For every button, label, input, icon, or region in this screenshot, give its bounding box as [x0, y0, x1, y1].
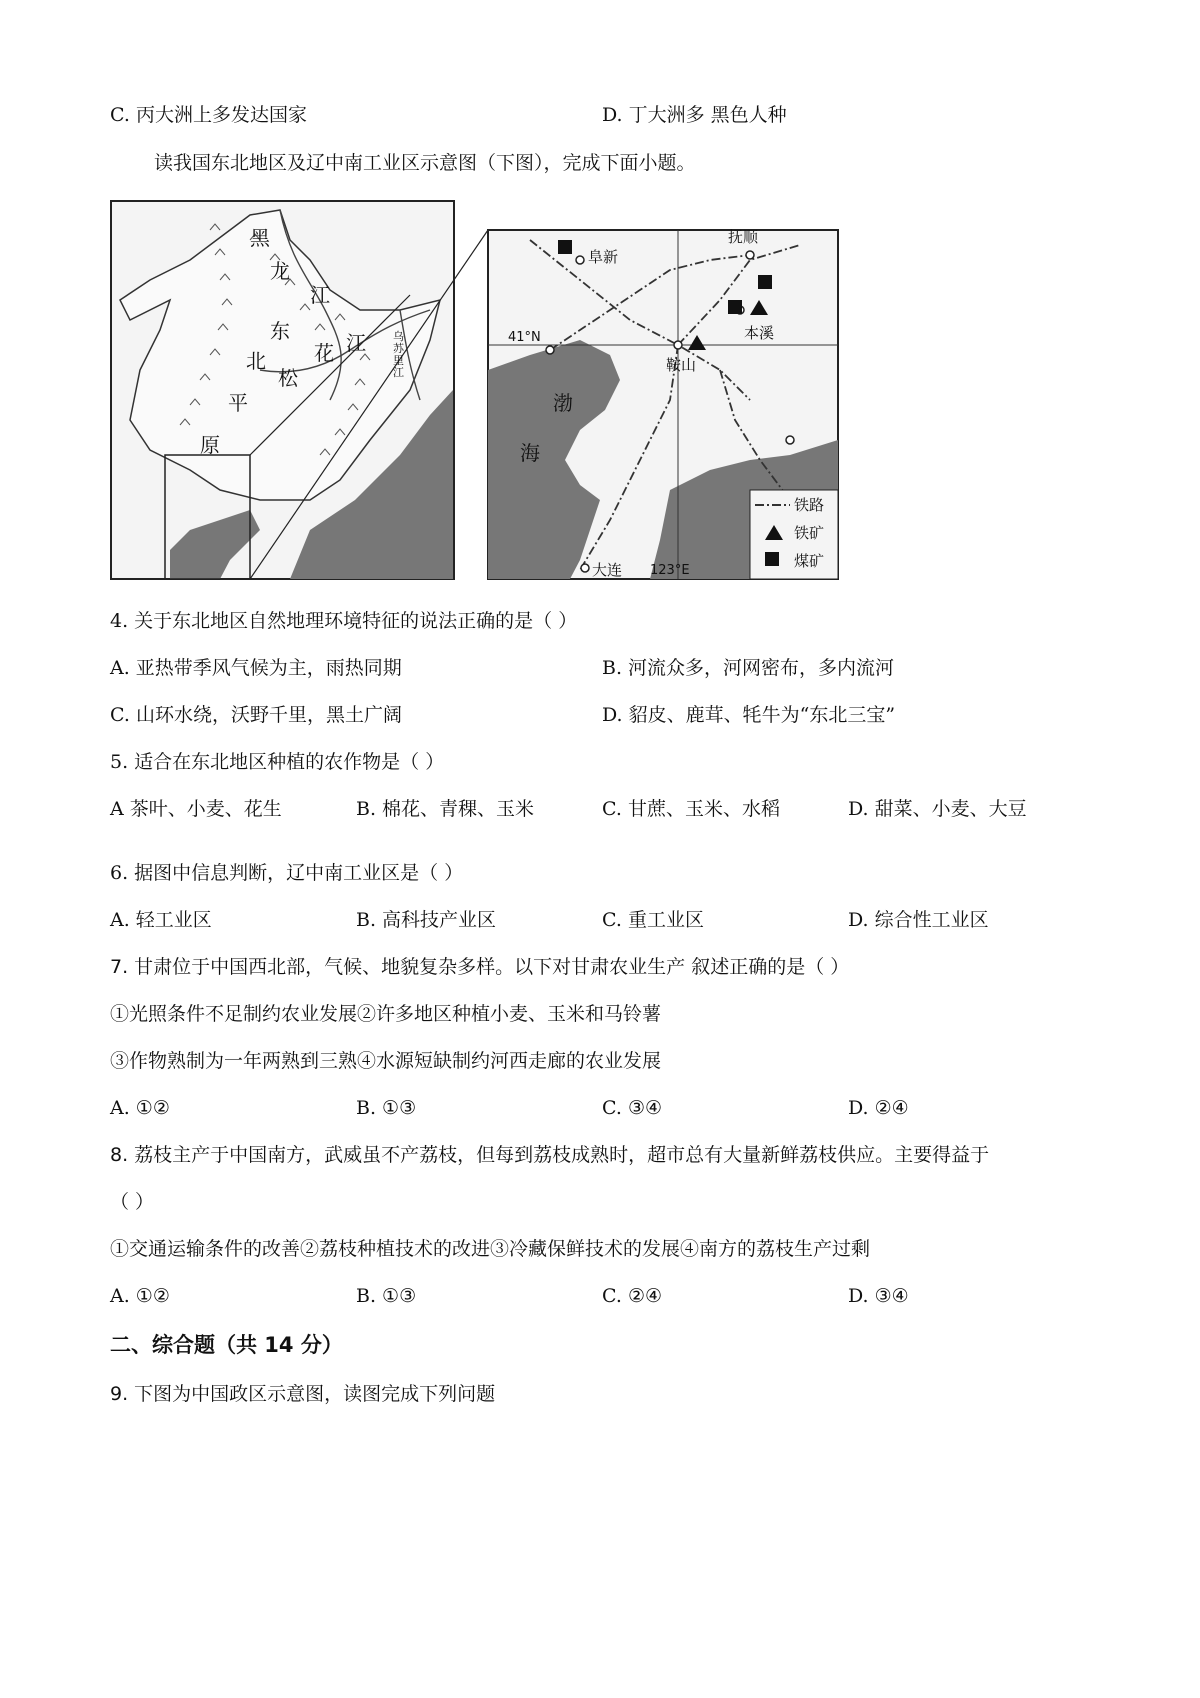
q6-option-d: D. 综合性工业区 [848, 909, 989, 931]
q4-option-b: B. 河流众多，河网密布，多内流河 [602, 657, 895, 679]
q5-option-c: C. 甘蔗、玉米、水稻 [602, 798, 780, 820]
q5-option-d: D. 甜菜、小麦、大豆 [848, 798, 1027, 820]
question-5: 5. 适合在东北地区种植的农作物是（ ） [110, 751, 445, 773]
longitude-label: 123°E [650, 563, 690, 578]
map-label-jiang3: 江 [393, 366, 404, 379]
q8-option-c: C. ②④ [602, 1285, 663, 1307]
map-label-hua: 花 [314, 341, 334, 365]
question-9: 9. 下图为中国政区示意图，读图完成下列问题 [110, 1383, 496, 1405]
city-dalian: 大连 [592, 561, 623, 579]
q6-option-a: A. 轻工业区 [110, 909, 212, 931]
legend-coal: 煤矿 [794, 552, 825, 570]
map-label-hei: 黑 [250, 226, 270, 250]
map-label-jiang2: 江 [346, 331, 366, 355]
prev-option-d: D. 丁大洲多 黑色人种 [602, 104, 787, 126]
map-label-yuan: 原 [200, 433, 220, 457]
map-label-song: 松 [278, 366, 298, 390]
intro-text: 读我国东北地区及辽中南工业区示意图（下图），完成下面小题。 [154, 152, 696, 174]
map-label-li: 里 [393, 354, 404, 367]
sea-label-hai: 海 [520, 441, 540, 465]
northeast-map-figure [110, 200, 840, 582]
q4-option-a: A. 亚热带季风气候为主，雨热同期 [110, 657, 402, 679]
map-label-long: 龙 [270, 259, 290, 283]
question-7: 7. 甘肃位于中国西北部，气候、地貌复杂多样。以下对甘肃农业生产 叙述正确的是（ ） [110, 956, 850, 978]
map-label-bei: 北 [246, 349, 266, 373]
question-8-paren: （ ） [110, 1191, 155, 1213]
q7-option-a: A. ①② [110, 1097, 170, 1119]
map-label-jiang1: 江 [310, 283, 330, 307]
q5-option-b: B. 棉花、青稞、玉米 [356, 798, 535, 820]
q6-option-b: B. 高科技产业区 [356, 909, 497, 931]
q6-option-c: C. 重工业区 [602, 909, 704, 931]
question-4: 4. 关于东北地区自然地理环境特征的说法正确的是（ ） [110, 610, 578, 632]
q8-option-a: A. ①② [110, 1285, 170, 1307]
q8-option-b: B. ①③ [356, 1285, 417, 1307]
map-label-wu: 乌 [393, 330, 404, 343]
map-label-dong: 东 [270, 319, 290, 343]
question-6: 6. 据图中信息判断，辽中南工业区是（ ） [110, 862, 464, 884]
q7-option-c: C. ③④ [602, 1097, 663, 1119]
legend-iron: 铁矿 [794, 524, 825, 542]
q8-statements: ①交通运输条件的改善②荔枝种植技术的改进③冷藏保鲜技术的发展④南方的荔枝生产过剩 [110, 1238, 871, 1260]
city-anshan: 鞍山 [666, 356, 697, 374]
q8-option-d: D. ③④ [848, 1285, 909, 1307]
q4-option-d: D. 貂皮、鹿茸、牦牛为“东北三宝” [602, 704, 896, 726]
q7-statements-2: ③作物熟制为一年两熟到三熟④水源短缺制约河西走廊的农业发展 [110, 1050, 662, 1072]
q7-statements-1: ①光照条件不足制约农业发展②许多地区种植小麦、玉米和马铃薯 [110, 1003, 662, 1025]
latitude-label: 41°N [508, 330, 541, 345]
section-2-heading: 二、综合题（共 14 分） [110, 1333, 343, 1357]
map-label-su: 苏 [393, 342, 404, 355]
city-benxi: 本溪 [744, 324, 775, 342]
q5-option-a: A 茶叶、小麦、花生 [110, 798, 282, 820]
q7-option-b: B. ①③ [356, 1097, 417, 1119]
sea-label-bo: 渤 [553, 391, 573, 415]
city-fuxin: 阜新 [588, 248, 619, 266]
q4-option-c: C. 山环水绕，沃野千里，黑土广阔 [110, 704, 402, 726]
city-fushun: 抚顺 [728, 228, 759, 246]
map-label-ping: 平 [228, 391, 248, 415]
q7-option-d: D. ②④ [848, 1097, 909, 1119]
map-legend [750, 490, 838, 579]
prev-option-c: C. 丙大洲上多发达国家 [110, 104, 307, 126]
legend-railway: 铁路 [794, 496, 825, 514]
question-8: 8. 荔枝主产于中国南方，武威虽不产荔枝，但每到荔枝成熟时，超市总有大量新鲜荔枝供应。主要得益于 [110, 1144, 990, 1166]
